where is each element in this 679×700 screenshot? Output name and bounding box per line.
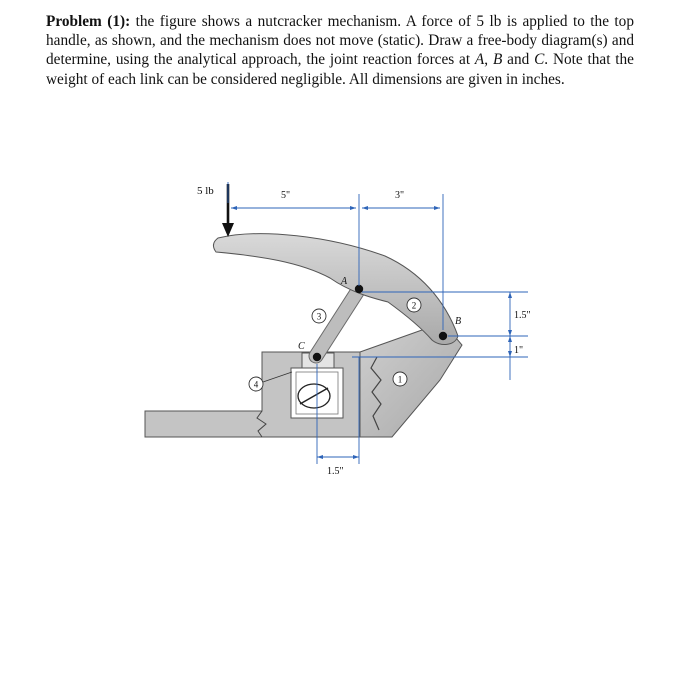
force-label: 5 lb (197, 185, 214, 197)
link-badge-2 (407, 298, 421, 312)
joint-a (355, 285, 363, 293)
link-badge-1 (393, 372, 407, 386)
link-number-3: 3 (316, 311, 322, 322)
dim-top-right: 3" (395, 190, 405, 201)
link-number-4: 4 (253, 379, 259, 390)
problem-text-2: . Note that the weight of each link can be considered negligible. All dimensions are given in inches. (46, 51, 634, 88)
dim-right-lower: 1" (514, 345, 524, 356)
dim-top-left: 5" (281, 190, 291, 201)
joint-b-ref: B (492, 51, 503, 69)
label-b: B (455, 316, 462, 327)
problem-text-1: the figure shows a nutcracker mechanism. A force of 5 lb is applied to the top handle, as shown, and the mechanism does not move (static). Draw a free-body diagram(s) and determine, using the analytical approach, the joint reaction forces at (46, 13, 634, 69)
link-badge-3 (312, 309, 326, 323)
dim-bottom: 1.5" (327, 466, 344, 477)
joint-c-ref: C (534, 51, 545, 69)
problem-sep-2: and (502, 51, 535, 69)
label-a: A (341, 276, 348, 287)
problem-sep-1: , (484, 51, 493, 69)
joint-b (439, 332, 447, 340)
problem-label: Problem (1): (46, 13, 131, 30)
joint-a-ref: A (474, 51, 485, 69)
label-c: C (298, 341, 305, 352)
link-number-1: 1 (397, 374, 403, 385)
joint-c (313, 353, 321, 361)
dim-right-upper: 1.5" (514, 310, 531, 321)
link-number-2: 2 (411, 300, 417, 311)
